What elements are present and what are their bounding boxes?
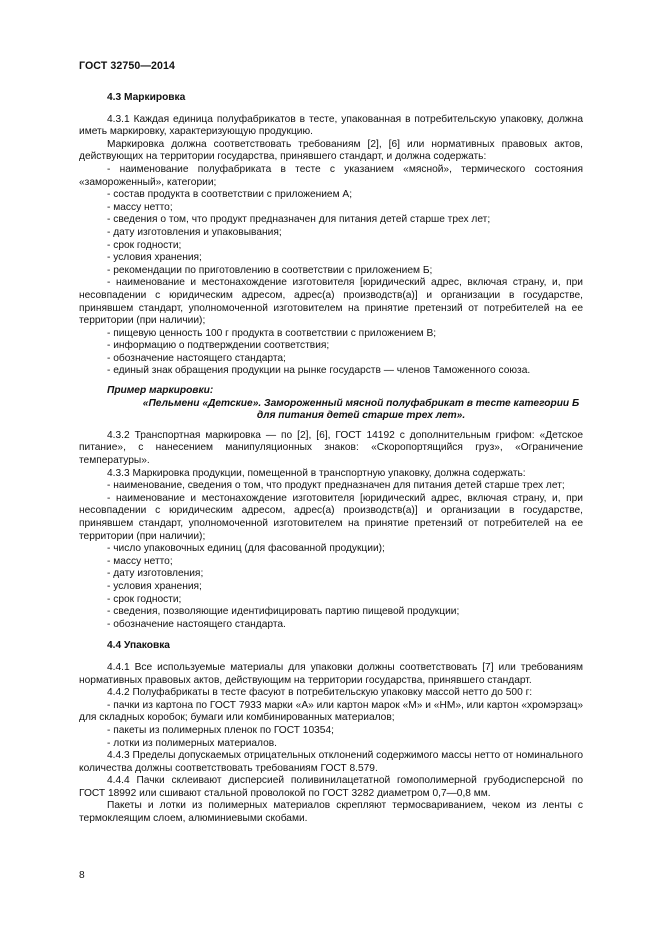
list-item: - массу нетто;: [107, 201, 173, 213]
list-item: - пищевую ценность 100 г продукта в соответствии с приложением В;: [107, 327, 437, 339]
section-title-4-4: 4.4 Упаковка: [107, 640, 170, 652]
list-item: - обозначение настоящего стандарта;: [107, 352, 286, 364]
list-item: - пачки из картона по ГОСТ 7933 марки «А» или картон марок «М» и «НМ», или картон «хромэрзац» для складных коробок; бумаги или комбинированных материалов;: [79, 699, 583, 724]
example-text-line-2: для питания детей старше трех лет».: [256, 410, 466, 422]
example-label: Пример маркировки:: [107, 385, 214, 397]
list-item: - сведения о том, что продукт предназначен для питания детей старше трех лет;: [107, 214, 491, 226]
page-number: 8: [79, 870, 85, 881]
list-item: - массу нетто;: [107, 555, 173, 567]
list-item: - наименование и местонахождение изготовителя [юридический адрес, включая страну, и, при несовпадении с юридическим адресом, адрес(а) производств(а)] и организации в государстве, принявшем стандарт, уполномоченной изготовителем на принятие претензий от потребителей на ее территории (при наличии);: [79, 277, 583, 327]
list-item: - пакеты из полимерных пленок по ГОСТ 10354;: [107, 724, 334, 736]
list-item: - наименование, сведения о том, что продукт предназначен для питания детей старше трех лет;: [107, 480, 565, 492]
section-title-4-3: 4.3 Маркировка: [107, 92, 186, 103]
paragraph-4-4-5: Пакеты и лотки из полимерных материалов скрепляют термосвариванием, чеком из ленты с термоклеящим слоем, алюминиевыми скобами.: [79, 800, 583, 825]
list-item: - наименование полуфабриката в тесте с указанием «мясной», термического состояния «замороженный», категории;: [79, 163, 583, 188]
list-item: - лотки из полимерных материалов.: [107, 737, 278, 749]
list-item: - сведения, позволяющие идентифицировать партию пищевой продукции;: [107, 606, 460, 618]
page-content: [79, 92, 583, 826]
example-text-line-1: «Пельмени «Детские». Замороженный мясной полуфабрикат в тесте категории Б: [142, 397, 580, 409]
list-item: - единый знак обращения продукции на рынке государств — членов Таможенного союза.: [107, 365, 531, 377]
paragraph-4-4-2: 4.4.2 Полуфабрикаты в тесте фасуют в потребительскую упаковку массой нетто до 500 г:: [107, 687, 533, 699]
list-item: - условия хранения;: [107, 580, 202, 592]
list-item: - дату изготовления и упаковывания;: [107, 226, 282, 238]
list-item: - условия хранения;: [107, 252, 202, 264]
list-item: - обозначение настоящего стандарта.: [107, 618, 286, 630]
list-item: - состав продукта в соответствии с приложением А;: [107, 189, 353, 201]
list-item: - число упаковочных единиц (для фасованной продукции);: [107, 543, 385, 555]
list-item: - наименование и местонахождение изготовителя [юридический адрес, включая страну, и, при несовпадении с юридическим адресом, адрес(а) производств(а)] и организации в государстве, принявшем стандарт, уполномоченной изготовителем на принятие претензий от потребителей на ее территории (при наличии);: [79, 492, 583, 542]
list-item: - информацию о подтверждении соответствия;: [107, 340, 330, 352]
list-item: - срок годности;: [107, 239, 182, 251]
paragraph-4-4-1: 4.4.1 Все используемые материалы для упаковки должны соответствовать [7] или требованиям нормативных правовых актов, действующим на территории государства, принявшего стандарт.: [79, 661, 583, 686]
paragraph-4-4-3: 4.4.3 Пределы допускаемых отрицательных отклонений содержимого массы нетто от номинального количества должны соответствовать требованиям ГОСТ 8.579.: [79, 750, 583, 774]
list-item: - срок годности;: [107, 593, 182, 605]
paragraph-4-4-4: 4.4.4 Пачки склеивают дисперсией поливинилацетатной гомополимерной грубодисперсной по ГОСТ 18992 или сшивают стальной проволокой по ГОСТ 3282 диаметром 0,7—0,8 мм.: [79, 775, 583, 799]
paragraph-4-3-2: 4.3.2 Транспортная маркировка — по [2], [6], ГОСТ 14192 с дополнительным грифом: «Детское питание», с нанесением манипуляционных знаков: «Скоропортящийся груз», «Ограничение температуры».: [79, 429, 583, 467]
paragraph-marking-requirements: Маркировка должна соответствовать требованиям [2], [6] или нормативных правовых актов, действующих на территории государства, принявшего стандарт, и должна содержать:: [79, 138, 583, 163]
paragraph-4-3-1: 4.3.1 Каждая единица полуфабрикатов в тесте, упакованная в потребительскую упаковку, должна иметь маркировку, характеризующую продукцию.: [79, 113, 583, 138]
list-item: - дату изготовления;: [107, 568, 204, 580]
paragraph-4-3-3: 4.3.3 Маркировка продукции, помещенной в транспортную упаковку, должна содержать:: [107, 467, 526, 479]
document-header: ГОСТ 32750—2014: [79, 60, 176, 72]
list-item: - рекомендации по приготовлению в соответствии с приложением Б;: [107, 264, 433, 276]
